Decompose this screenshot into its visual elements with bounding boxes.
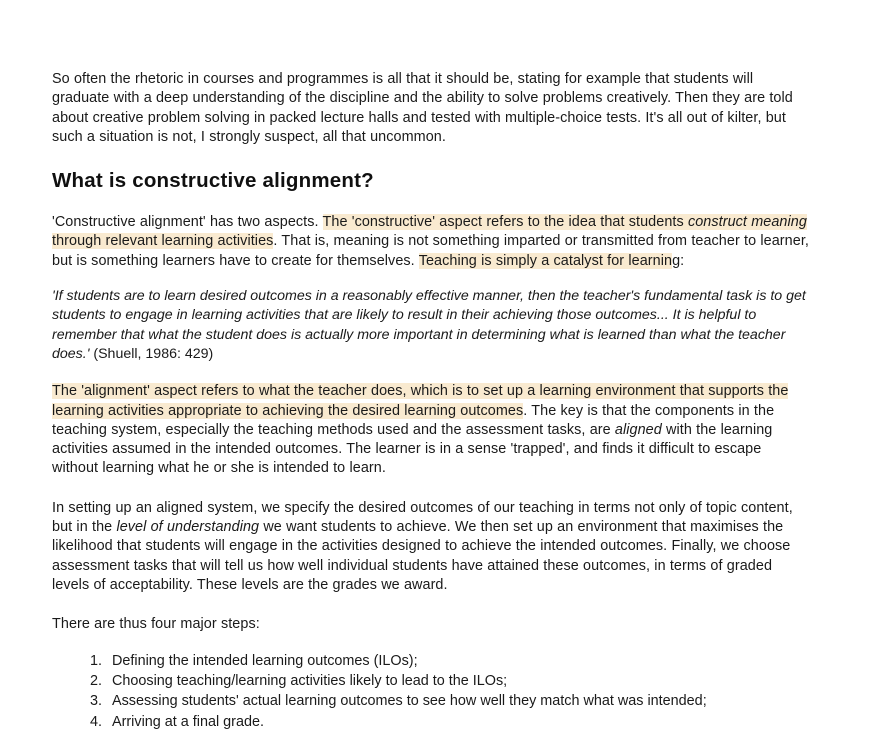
- list-item-label: Assessing students' actual learning outcomes to see how well they match what was intended;: [112, 693, 707, 710]
- page-title: What is constructive alignment?: [52, 169, 374, 193]
- list-item: [52, 712, 810, 732]
- constructive-seg-plain-3: g:: [672, 252, 685, 269]
- list-item-label: Choosing teaching/learning activities likely to lead to the ILOs;: [112, 672, 508, 689]
- shuell-quote-text: 'If students are to learn desired outcomes in a reasonably effective manner, then the teacher's fundamental task is to get students to engage in learning activities that are likely to result in their achieving those outcomes... It is helpful to remember that what the student does is actually more important in determining what is learned than what the teacher does.': [52, 288, 806, 362]
- aligned-system-paragraph: [52, 499, 810, 595]
- list-item-number: 4.: [89, 713, 102, 730]
- aligned-system-seg-plain-2: we want students to achieve. We then set up an environment that maximises the likelihood that students will engage in the activities designed to achieve the intended outcomes. Finally, we choose assessment tasks that will tell us how well individual students have attained these outcomes, in terms of graded levels of acceptability. These levels are the grades we award.: [52, 519, 791, 593]
- highlight-teaching-catalyst: Teaching is simply a catalyst for learnin: [418, 252, 673, 269]
- list-item-label: Arriving at a final grade.: [112, 713, 264, 730]
- constructive-seg-italic: construct meaning: [687, 214, 807, 231]
- constructive-seg-highlight-1: The 'constructive' aspect refers to the idea that students: [322, 214, 688, 231]
- shuell-citation: (Shuell, 1986: 429): [89, 345, 214, 362]
- list-item-number: 1.: [89, 652, 102, 669]
- list-item: [52, 651, 810, 671]
- alignment-aspect-paragraph: [52, 382, 810, 478]
- steps-lead-in: There are thus four major steps:: [52, 616, 260, 633]
- shuell-blockquote: [52, 287, 810, 364]
- list-item-number: 3.: [89, 693, 102, 710]
- highlight-alignment-aspect: The 'alignment' aspect refers to what the teacher does, which is to set up a learning environment that supports the learning activities appropriate to achieving the desired learning outcomes: [52, 383, 789, 419]
- four-steps-list: [52, 651, 810, 732]
- aligned-system-seg-plain-1: In setting up an aligned system, we specify the desired outcomes of our teaching in terms not only of topic content, but in the: [52, 499, 793, 536]
- list-item-number: 2.: [89, 672, 102, 689]
- constructive-seg-plain-2: . That is, meaning is not something imparted or transmitted from teacher to learner, but is something learners have to create for themselves.: [52, 233, 809, 269]
- list-item-label: Defining the intended learning outcomes (ILOs);: [112, 652, 418, 669]
- alignment-seg-italic: aligned: [614, 421, 662, 438]
- document-body: [52, 70, 810, 732]
- alignment-seg-plain-2: with the learning activities assumed in the intended outcomes. The learner is in a sense 'trapped', and finds it difficult to escape without learning what he or she is intended to learn.: [52, 421, 773, 477]
- list-item: [52, 691, 810, 711]
- aligned-system-seg-italic: level of understanding: [116, 519, 260, 536]
- intro-paragraph: So often the rhetoric in courses and programmes is all that it should be, stating for example that students will graduate with a deep understanding of the discipline and the ability to solve problems creatively. Then they are told about creative problem solving in packed lecture halls and tested with multiple-choice tests. It's all out of kilter, but such a situation is not, I strongly suspect, all that uncommon.: [52, 71, 793, 145]
- constructive-seg-highlight-2: through relevant learning activities: [52, 233, 274, 250]
- alignment-seg-plain-1: . The key is that the components in the teaching system, especially the teaching methods used and the assessment tasks, are: [52, 402, 775, 438]
- list-item: [52, 671, 810, 691]
- constructive-aspect-paragraph: [52, 213, 810, 271]
- constructive-seg-plain-1: 'Constructive alignment' has two aspects.: [52, 214, 323, 231]
